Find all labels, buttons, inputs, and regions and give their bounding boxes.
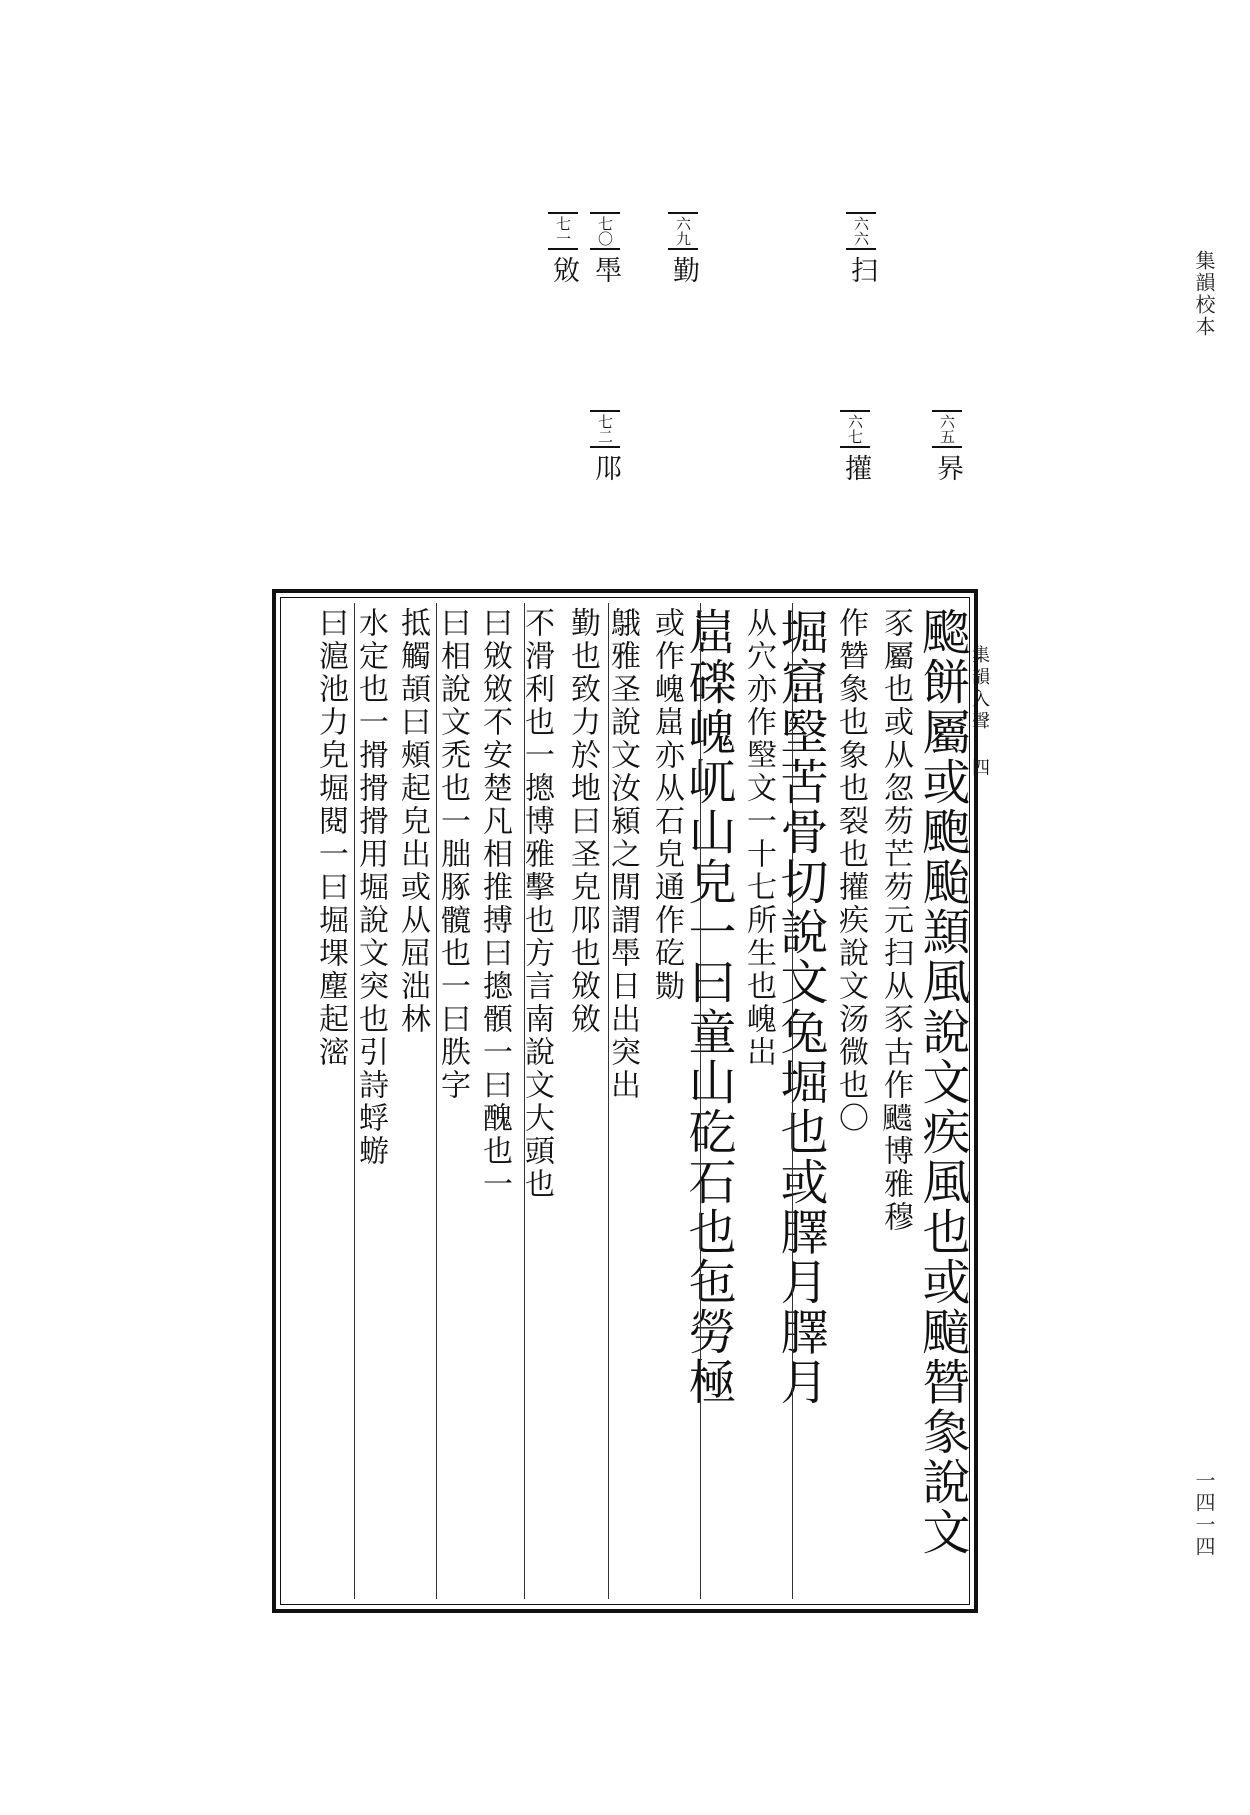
text-column: 不滑利也一摠博雅擊也方言南說文大頭也 [519,607,554,1201]
note-tag: 六九 [668,212,698,250]
note-text: 䭴 [590,256,621,286]
book-title: 集韻校本 [1192,250,1216,338]
note-tag: 七二 [590,410,620,448]
note-text: 㩲 [840,454,871,484]
collation-note [932,410,962,484]
note-text: 勤 [668,256,699,286]
text-frame [272,589,978,1613]
collation-note [846,212,876,286]
text-column: 抵觸頡曰頰起皃出或从屈泏林 [395,607,430,1036]
note-text: 昦 [932,454,963,484]
note-tag: 七〇 [590,212,620,250]
page-number: 一四一四 [1192,1470,1216,1558]
text-column: 水定也一搰搰搰用堀說文突也引詩蜉蝣 [353,607,388,1168]
column-rule [608,603,609,1599]
collation-note [668,212,698,286]
note-text: 扫 [846,256,877,286]
column-rule [436,603,437,1599]
note-tag: 六七 [840,410,870,448]
text-column: 勤也致力於地曰圣皃䢳也敓敓 [565,607,600,1036]
note-tag: 七一 [548,212,578,250]
column-rule [700,603,701,1599]
column-rule [792,603,793,1599]
note-tag: 六五 [932,410,962,448]
note-tag: 六六 [846,212,876,250]
collation-note [590,410,620,484]
column-rule [524,603,525,1599]
text-column: 堀窟㙠苦骨切說文兔堀也或䐾月䐾月 [772,607,828,1407]
collation-note [548,212,578,286]
note-text: 䢳 [590,454,621,484]
collation-note [590,212,620,286]
column-rule [354,603,355,1599]
text-column: 曰滬池力皃堀閱一曰堀堁塵起滵 [313,607,348,1069]
text-column: 曰敓敓不安楚凡相推搏曰摠顝一曰醜也一 [477,607,512,1201]
text-column: 从穴亦作㙠文一十七所生也㟴岀 [741,607,776,1069]
text-column: 䬍餅屬或颮颱䫞風說文疾風也或䬓㬱𧰼說文 [914,607,970,1557]
text-column: 作㬱𧰼也象也裂也㩲疾說文汤微也〇 [833,607,868,1135]
note-text: 敓 [548,256,579,286]
text-column: 豕屬也或从忽芴芒芴元扫从豕古作𩙓博雅穆 [878,607,913,1234]
text-column: 䳘雅圣說文汝潁之閒謂䭴日出突出 [605,607,640,1102]
block-spine: 集韻入聲 四 [969,645,990,780]
text-column: 崫䃯㟴屼山皃一曰童山矻石也㐌勞極 [680,607,736,1407]
text-column: 或作㟴崫亦从石皃通作矻勚 [649,607,684,1003]
text-column: 曰相說文禿也一朏䐁髖也一曰胅字 [435,607,470,1102]
collation-note [840,410,870,484]
